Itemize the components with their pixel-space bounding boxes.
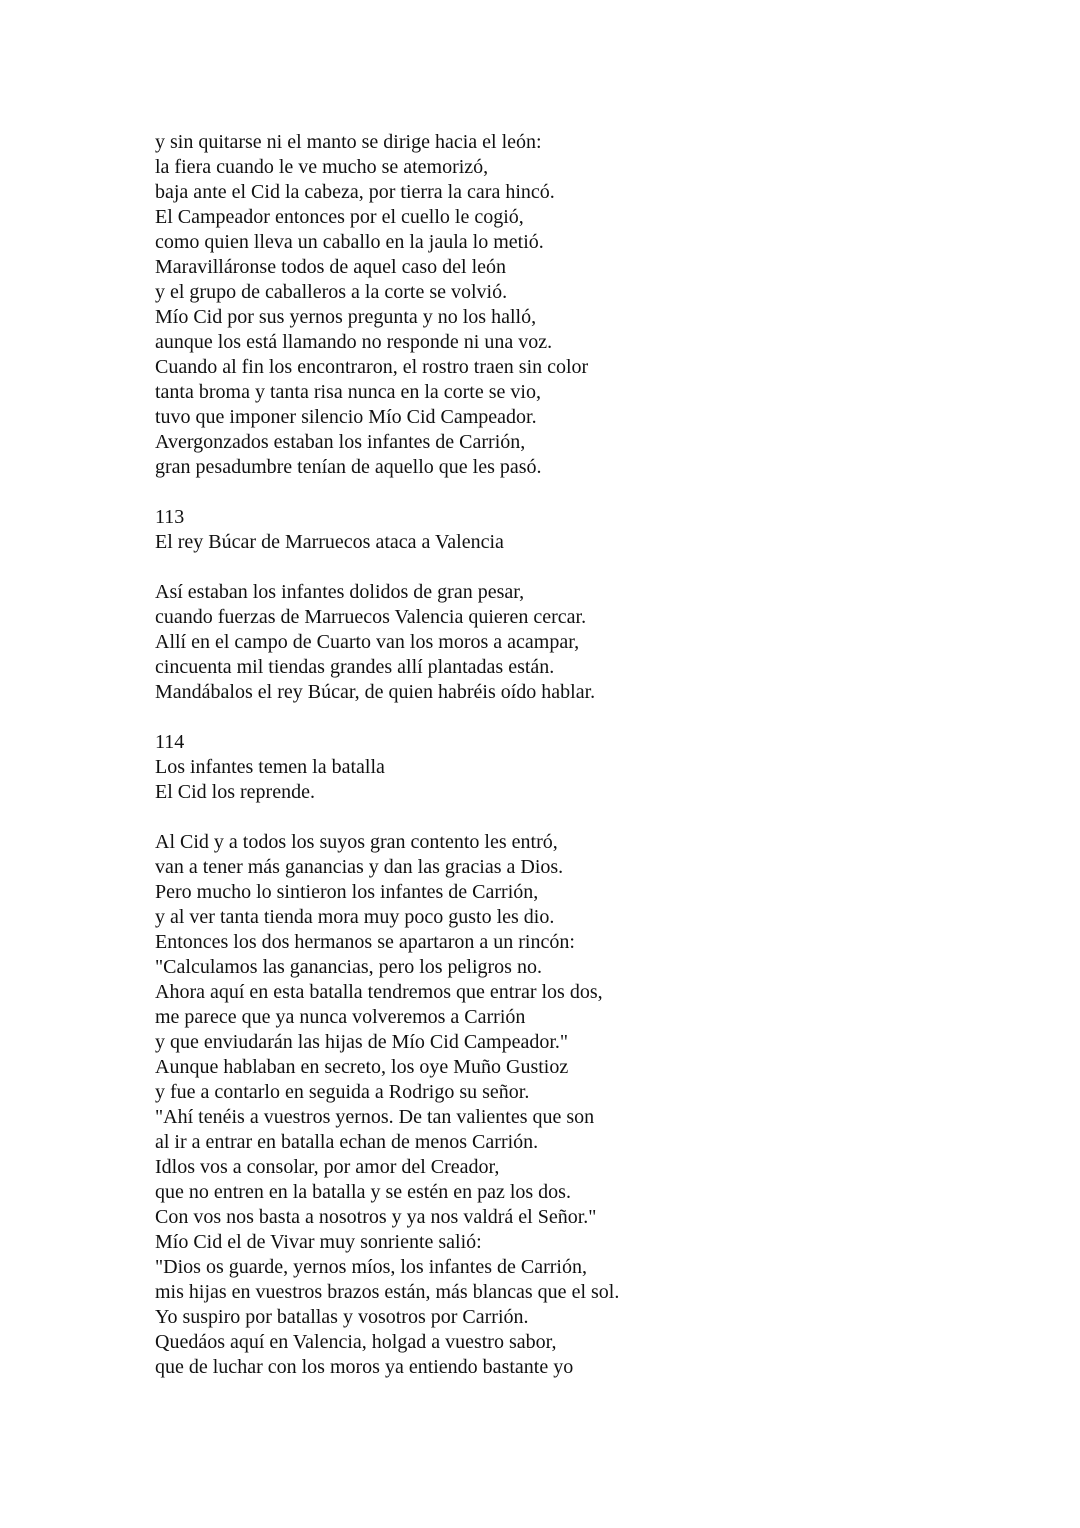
verse-line: y fue a contarlo en seguida a Rodrigo su señor.: [155, 1081, 530, 1103]
verse-line: gran pesadumbre tenían de aquello que les pasó.: [155, 456, 542, 478]
verse-line: Al Cid y a todos los suyos gran contento les entró,: [155, 831, 558, 853]
verse-line: Mío Cid el de Vivar muy sonriente salió:: [155, 1231, 482, 1253]
verse-line: aunque los está llamando no responde ni una voz.: [155, 331, 553, 353]
verse-line: cuando fuerzas de Marruecos Valencia quieren cercar.: [155, 606, 587, 628]
stanza-gap: [155, 480, 1035, 505]
verse-line: Cuando al fin los encontraron, el rostro traen sin color: [155, 356, 589, 378]
verse-line: que de luchar con los moros ya entiendo bastante yo: [155, 1356, 574, 1378]
verse-line: Idlos vos a consolar, por amor del Creador,: [155, 1156, 500, 1178]
verse-line: Mandábalos el rey Búcar, de quien habréis oído hablar.: [155, 681, 596, 703]
verse-line: y sin quitarse ni el manto se dirige hacia el león:: [155, 131, 542, 153]
verse-line: y al ver tanta tienda mora muy poco gusto les dio.: [155, 906, 555, 928]
verse-line: "Dios os guarde, yernos míos, los infantes de Carrión,: [155, 1256, 587, 1278]
verse-line: mis hijas en vuestros brazos están, más blancas que el sol.: [155, 1281, 620, 1303]
verse-line: cincuenta mil tiendas grandes allí plantadas están.: [155, 656, 555, 678]
verse-line: como quien lleva un caballo en la jaula lo metió.: [155, 231, 544, 253]
section-number: 114: [155, 731, 185, 753]
verse-line: tanta broma y tanta risa nunca en la corte se vio,: [155, 381, 541, 403]
stanza-gap: [155, 705, 1035, 730]
verse-line: la fiera cuando le ve mucho se atemorizó,: [155, 156, 489, 178]
verse-line: me parece que ya nunca volveremos a Carrión: [155, 1006, 526, 1028]
verse-line: Con vos nos basta a nosotros y ya nos valdrá el Señor.": [155, 1206, 597, 1228]
verse-line: y el grupo de caballeros a la corte se volvió.: [155, 281, 508, 303]
section-title: El rey Búcar de Marruecos ataca a Valencia: [155, 531, 504, 553]
verse-line: Maravilláronse todos de aquel caso del león: [155, 256, 506, 278]
document-page: [155, 130, 1035, 1380]
section-114: [155, 730, 1035, 1380]
section-title: Los infantes temen la batalla: [155, 756, 385, 778]
verse-line: Mío Cid por sus yernos pregunta y no los halló,: [155, 306, 537, 328]
verse-line: al ir a entrar en batalla echan de menos Carrión.: [155, 1131, 539, 1153]
verse-line: Aunque hablaban en secreto, los oye Muño Gustioz: [155, 1056, 569, 1078]
verse-line: que no entren en la batalla y se estén en paz los dos.: [155, 1181, 571, 1203]
stanza-gap: [155, 555, 1035, 580]
verse-line: tuvo que imponer silencio Mío Cid Campeador.: [155, 406, 537, 428]
verse-line: Allí en el campo de Cuarto van los moros a acampar,: [155, 631, 580, 653]
section-113: [155, 505, 1035, 705]
verse-line: Yo suspiro por batallas y vosotros por Carrión.: [155, 1306, 529, 1328]
verse-line: baja ante el Cid la cabeza, por tierra la cara hincó.: [155, 181, 555, 203]
verse-line: "Ahí tenéis a vuestros yernos. De tan valientes que son: [155, 1106, 595, 1128]
verse-line: Quedáos aquí en Valencia, holgad a vuestro sabor,: [155, 1331, 557, 1353]
section-number: 113: [155, 506, 185, 528]
verse-line: Pero mucho lo sintieron los infantes de Carrión,: [155, 881, 539, 903]
section-subtitle: El Cid los reprende.: [155, 781, 315, 803]
verse-line: El Campeador entonces por el cuello le cogió,: [155, 206, 524, 228]
opening-stanza: [155, 130, 1035, 480]
verse-line: y que enviudarán las hijas de Mío Cid Campeador.": [155, 1031, 569, 1053]
verse-line: Avergonzados estaban los infantes de Carrión,: [155, 431, 526, 453]
verse-line: Entonces los dos hermanos se apartaron a un rincón:: [155, 931, 575, 953]
verse-line: van a tener más ganancias y dan las gracias a Dios.: [155, 856, 564, 878]
verse-line: Ahora aquí en esta batalla tendremos que entrar los dos,: [155, 981, 603, 1003]
verse-line: "Calculamos las ganancias, pero los peligros no.: [155, 956, 542, 978]
stanza-gap: [155, 805, 1035, 830]
verse-line: Así estaban los infantes dolidos de gran pesar,: [155, 581, 525, 603]
